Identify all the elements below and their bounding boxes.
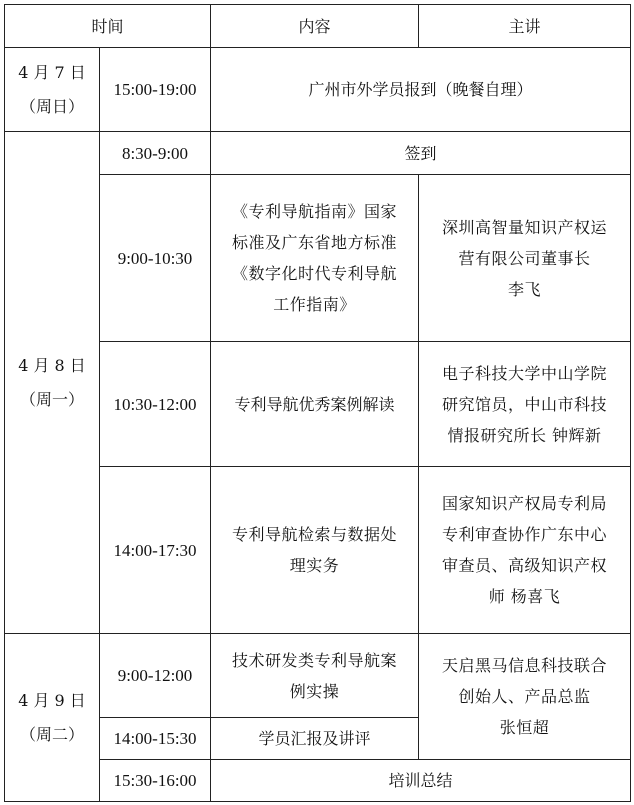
header-row [5, 5, 631, 48]
speaker-cell: 深圳高智量知识产权运 营有限公司董事长 李飞 [419, 175, 631, 342]
weekday-label: （周二） [19, 724, 84, 744]
table-row [5, 634, 631, 718]
content-cell: 签到 [211, 132, 631, 175]
header-speaker: 主讲 [419, 5, 631, 48]
time-cell: 14:00-17:30 [100, 467, 211, 634]
date-cell [5, 634, 100, 802]
header-time: 时间 [5, 5, 211, 48]
speaker-cell: 国家知识产权局专利局 专利审查协作广东中心 审查员、高级知识产权 师 杨喜飞 [419, 467, 631, 634]
time-cell: 15:30-16:00 [100, 760, 211, 802]
content-cell: 《专利导航指南》国家 标准及广东省地方标准 《数字化时代专利导航 工作指南》 [211, 175, 419, 342]
time-cell: 9:00-12:00 [100, 634, 211, 718]
content-cell: 专利导航检索与数据处 理实务 [211, 467, 419, 634]
date-label: 4 月 9 日 [18, 690, 86, 710]
header-content: 内容 [211, 5, 419, 48]
weekday-label: （周一） [19, 389, 84, 409]
schedule-table [4, 4, 631, 802]
content-cell: 学员汇报及讲评 [211, 718, 419, 760]
time-cell: 8:30-9:00 [100, 132, 211, 175]
time-cell: 10:30-12:00 [100, 342, 211, 467]
content-cell: 专利导航优秀案例解读 [211, 342, 419, 467]
date-cell [5, 132, 100, 634]
content-cell: 培训总结 [211, 760, 631, 802]
date-label: 4 月 7 日 [18, 62, 86, 82]
time-cell: 14:00-15:30 [100, 718, 211, 760]
speaker-cell: 天启黑马信息科技联合 创始人、产品总监 张恒超 [419, 634, 631, 760]
date-label: 4 月 8 日 [18, 355, 86, 375]
speaker-cell: 电子科技大学中山学院 研究馆员，中山市科技 情报研究所长 钟辉新 [419, 342, 631, 467]
time-cell: 15:00-19:00 [100, 48, 211, 132]
table-row [5, 48, 631, 132]
weekday-label: （周日） [19, 96, 84, 116]
content-cell: 广州市外学员报到（晚餐自理） [211, 48, 631, 132]
date-cell [5, 48, 100, 132]
time-cell: 9:00-10:30 [100, 175, 211, 342]
content-cell: 技术研发类专利导航案 例实操 [211, 634, 419, 718]
table-row [5, 132, 631, 175]
